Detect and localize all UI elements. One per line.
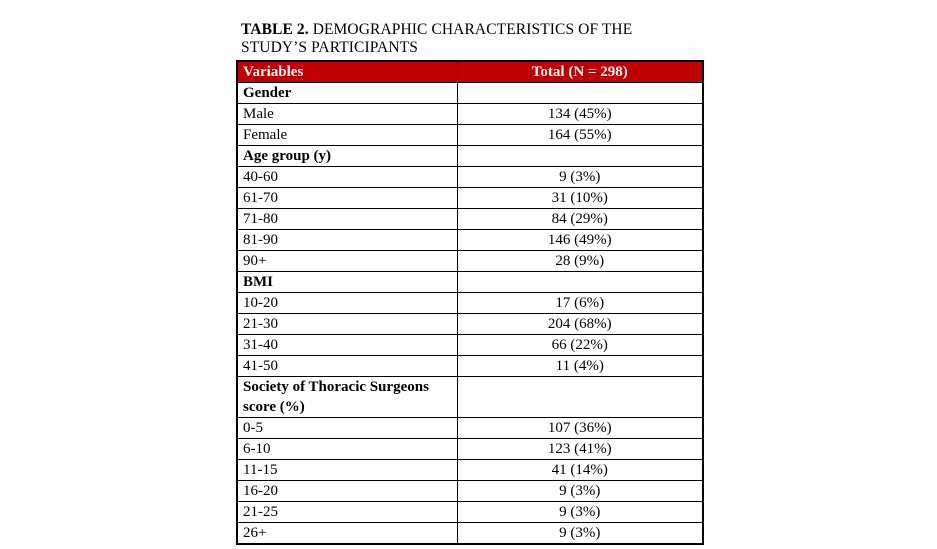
value-cell: 17 (6%) — [457, 293, 703, 314]
table-row — [237, 230, 703, 251]
table-row — [237, 293, 703, 314]
table-caption — [241, 21, 702, 56]
variable-cell: BMI — [237, 272, 457, 293]
value-cell: 123 (41%) — [457, 439, 703, 460]
table-row — [237, 104, 703, 125]
value-cell: 134 (45%) — [457, 104, 703, 125]
section-row — [237, 377, 703, 418]
variable-cell: 31-40 — [237, 335, 457, 356]
variable-cell: 71-80 — [237, 209, 457, 230]
demographics-table-block — [236, 21, 702, 545]
column-header-total: Total (N = 298) — [457, 61, 703, 83]
variable-cell: 90+ — [237, 251, 457, 272]
variable-cell: 16-20 — [237, 481, 457, 502]
variable-cell: Age group (y) — [237, 146, 457, 167]
section-row — [237, 83, 703, 104]
variable-cell: Gender — [237, 83, 457, 104]
table-caption-label: TABLE 2. — [241, 21, 309, 38]
value-cell: 164 (55%) — [457, 125, 703, 146]
variable-cell: 11-15 — [237, 460, 457, 481]
table-row — [237, 356, 703, 377]
variable-cell: Male — [237, 104, 457, 125]
value-cell — [457, 83, 703, 104]
table-row — [237, 167, 703, 188]
table-row — [237, 209, 703, 230]
value-cell: 11 (4%) — [457, 356, 703, 377]
value-cell: 107 (36%) — [457, 418, 703, 439]
table-row — [237, 523, 703, 545]
value-cell: 9 (3%) — [457, 502, 703, 523]
value-cell: 31 (10%) — [457, 188, 703, 209]
value-cell: 204 (68%) — [457, 314, 703, 335]
table-row — [237, 125, 703, 146]
demographics-table — [236, 60, 704, 545]
variable-cell: 10-20 — [237, 293, 457, 314]
variable-cell: 26+ — [237, 523, 457, 545]
section-row — [237, 146, 703, 167]
header-row — [237, 61, 703, 83]
value-cell: 28 (9%) — [457, 251, 703, 272]
variable-cell: 81-90 — [237, 230, 457, 251]
table-row — [237, 439, 703, 460]
variable-cell: 21-30 — [237, 314, 457, 335]
value-cell: 84 (29%) — [457, 209, 703, 230]
table-row — [237, 460, 703, 481]
variable-cell: 21-25 — [237, 502, 457, 523]
table-row — [237, 188, 703, 209]
table-row — [237, 335, 703, 356]
value-cell: 9 (3%) — [457, 167, 703, 188]
table-caption-text: DEMOGRAPHIC CHARACTERISTICS OF THE STUDY’S PARTICIPANTS — [241, 21, 633, 56]
value-cell: 146 (49%) — [457, 230, 703, 251]
table-row — [237, 314, 703, 335]
value-cell: 9 (3%) — [457, 481, 703, 502]
variable-cell: 6-10 — [237, 439, 457, 460]
variable-cell: 40-60 — [237, 167, 457, 188]
value-cell — [457, 272, 703, 293]
value-cell: 9 (3%) — [457, 523, 703, 545]
value-cell: 66 (22%) — [457, 335, 703, 356]
value-cell — [457, 377, 703, 418]
column-header-variables: Variables — [237, 61, 457, 83]
table-row — [237, 418, 703, 439]
table-row — [237, 481, 703, 502]
variable-cell: 0-5 — [237, 418, 457, 439]
section-row — [237, 272, 703, 293]
variable-cell: 41-50 — [237, 356, 457, 377]
variable-cell: 61-70 — [237, 188, 457, 209]
table-row — [237, 502, 703, 523]
variable-cell: Female — [237, 125, 457, 146]
value-cell: 41 (14%) — [457, 460, 703, 481]
table-row — [237, 251, 703, 272]
value-cell — [457, 146, 703, 167]
table-body — [237, 83, 703, 545]
variable-cell: Society of Thoracic Surgeons score (%) — [237, 377, 457, 418]
